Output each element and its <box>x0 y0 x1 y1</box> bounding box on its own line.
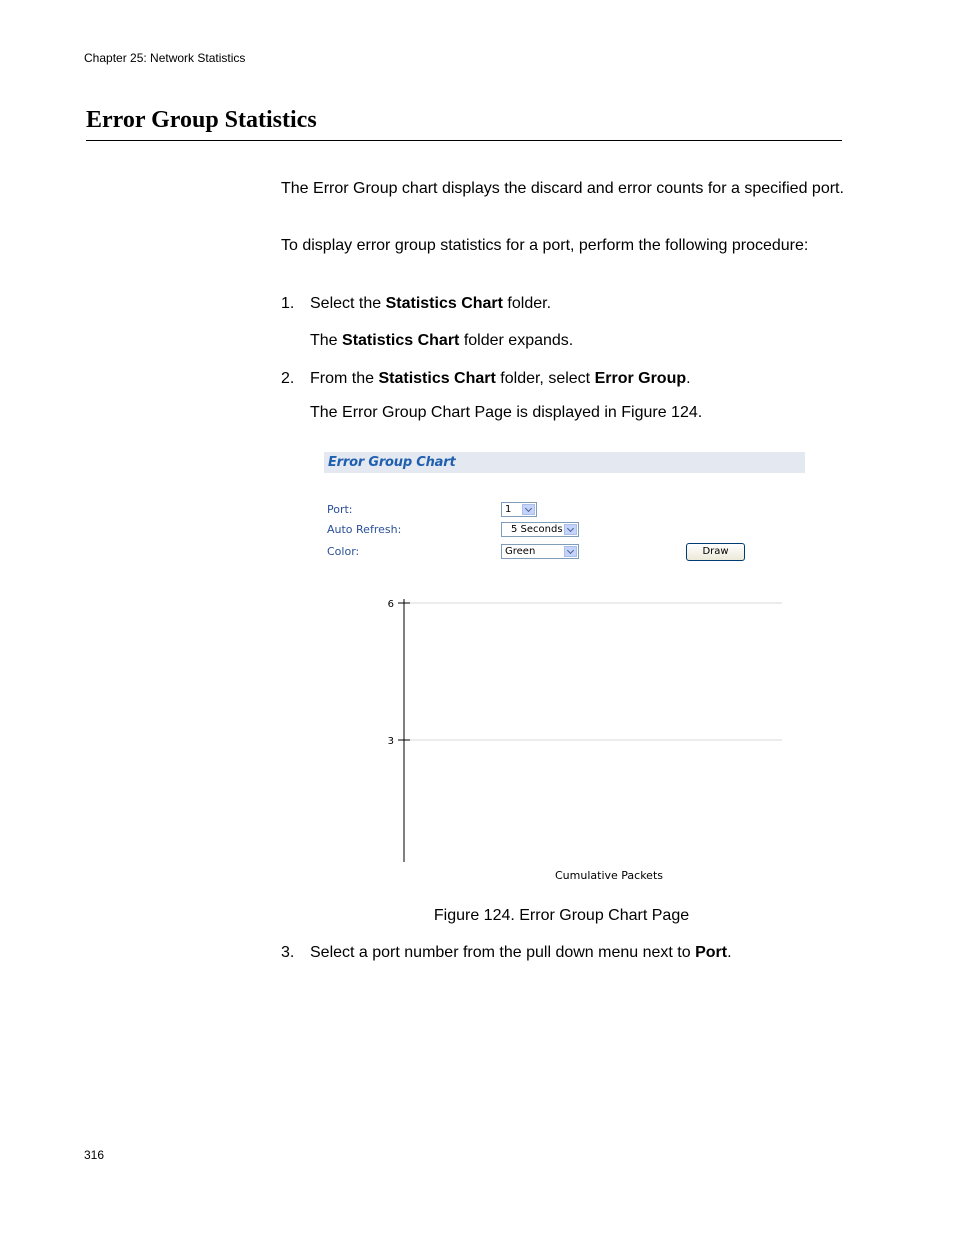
step-2-text: From the Statistics Chart folder, select Error Group. <box>310 370 691 387</box>
step-1-note: The Statistics Chart folder expands. <box>310 332 574 349</box>
step-3-number: 3. <box>281 944 295 961</box>
step-1-text: Select the Statistics Chart folder. <box>310 295 552 312</box>
draw-button[interactable]: Draw <box>686 543 745 561</box>
section-title: Error Group Statistics <box>86 107 317 133</box>
y-tick-labels <box>388 599 410 747</box>
figure-header-title: Error Group Chart <box>328 455 456 470</box>
intro-paragraph: The Error Group chart displays the discard and error counts for a specified port. <box>281 180 844 197</box>
port-label: Port: <box>327 503 353 516</box>
figure-caption: Figure 124. Error Group Chart Page <box>433 907 690 924</box>
chart-gridlines <box>404 603 782 740</box>
x-axis-label: Cumulative Packets <box>555 869 663 882</box>
color-select-value: Green <box>505 546 536 557</box>
running-header: Chapter 25: Network Statistics <box>84 51 246 65</box>
error-group-chart-figure <box>322 451 806 888</box>
y-tick-label-0: 6 <box>387 599 394 610</box>
step-1-number: 1. <box>281 295 295 312</box>
error-group-chart <box>322 451 806 888</box>
y-tick-label-1: 3 <box>387 736 394 747</box>
color-label: Color: <box>327 545 360 558</box>
auto-refresh-select-value: 5 Seconds <box>511 524 563 535</box>
title-rule <box>86 140 842 141</box>
step-2-number: 2. <box>281 370 295 387</box>
auto-refresh-label: Auto Refresh: <box>327 523 402 536</box>
page-number: 316 <box>84 1148 105 1162</box>
port-select-value: 1 <box>505 504 512 515</box>
step-2-note: The Error Group Chart Page is displayed in Figure 124. <box>310 404 703 421</box>
procedure-intro: To display error group statistics for a port, perform the following procedure: <box>281 237 809 254</box>
step-3-text: Select a port number from the pull down menu next to Port. <box>310 944 732 961</box>
